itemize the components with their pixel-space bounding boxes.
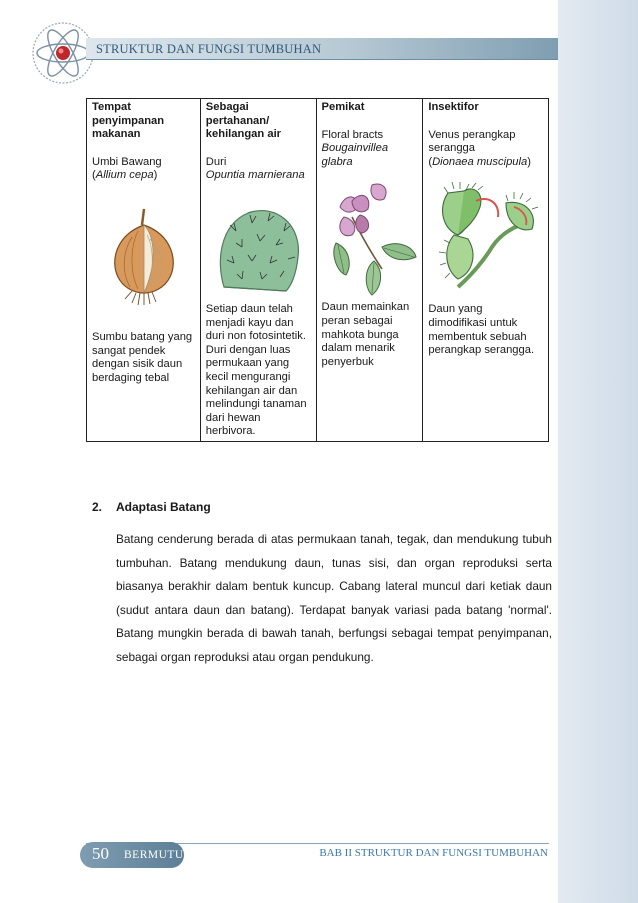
header-title: STRUKTUR DAN FUNGSI TUMBUHAN	[96, 42, 322, 56]
side-decor-strip	[558, 0, 638, 903]
scientific-name: Dionaea muscipula	[432, 155, 528, 168]
leaf-adaptation-table	[86, 98, 549, 442]
section-number: 2.	[92, 500, 103, 514]
plant-name: Floral bracts Bougainvillea glabra	[321, 128, 389, 168]
section-heading: Adaptasi Batang	[116, 500, 211, 514]
column-storage	[87, 99, 201, 442]
header-bar	[86, 38, 558, 60]
plant-name: Venus perangkap serangga (Dionaea muscipula)	[428, 128, 531, 168]
book-label: BERMUTU	[124, 849, 184, 861]
column-description: Sumbu batang yang sangat pendek dengan sisik daun berdaging tebal	[92, 330, 193, 384]
plant-name: Duri Opuntia marnierana	[205, 155, 305, 182]
section-paragraph: Batang cenderung berada di atas permukaan tanah, tegak, dan mendukung tubuh tumbuhan. Batang mendukung daun, tunas sisi, dan organ reproduksi serta biasanya berakhir dalam bentuk kuncup. Cabang lateral muncul dari ketiak daun (sudut antara daun dan batang). Terdapat banyak variasi pada batang 'normal'. Batang mungkin berada di bawah tanah, berfungsi sebagai tempat penyimpanan, sebagai organ reproduksi atau organ pendukung.	[116, 532, 552, 664]
column-description: Daun memainkan peran sebagai mahkota bunga dalam menarik penyerbuk	[321, 301, 410, 368]
column-heading: Pemikat	[321, 101, 365, 113]
column-heading: Insektifor	[428, 101, 479, 113]
section-title	[92, 500, 552, 514]
column-heading: Sebagai pertahanan/ kehilangan air	[205, 101, 282, 141]
scientific-name: Bougainvillea glabra	[321, 142, 389, 168]
venus-flytrap-image	[428, 177, 543, 303]
column-description: Setiap daun telah menjadi kayu dan duri non fotosintetik. Duri dengan luas permukaan yang kecil mengurangi kehilangan air dan melindungi tanaman dari hewan herbivora.	[205, 302, 307, 438]
onion-bulb-image	[92, 191, 195, 331]
cactus-pad-image	[206, 191, 311, 303]
column-heading: Tempat penyimpanan makanan	[92, 101, 165, 141]
plant-name: Umbi Bawang (Allium cepa)	[92, 155, 162, 182]
section-stem-adaptation	[92, 500, 552, 670]
page-number: 50	[92, 844, 109, 863]
column-description: Daun yang dimodifikasi untuk membentuk sebuah perangkap serangga.	[428, 303, 535, 357]
scientific-name: Opuntia marnierana	[205, 169, 305, 182]
bougainvillea-bracts-image	[322, 177, 418, 301]
column-attractor	[316, 99, 423, 442]
chapter-title: BAB II STRUKTUR DAN FUNGSI TUMBUHAN	[319, 847, 548, 859]
table-row	[87, 99, 549, 442]
scientific-name: Allium cepa	[95, 169, 154, 182]
column-insectivore	[423, 99, 549, 442]
column-defense	[200, 99, 316, 442]
